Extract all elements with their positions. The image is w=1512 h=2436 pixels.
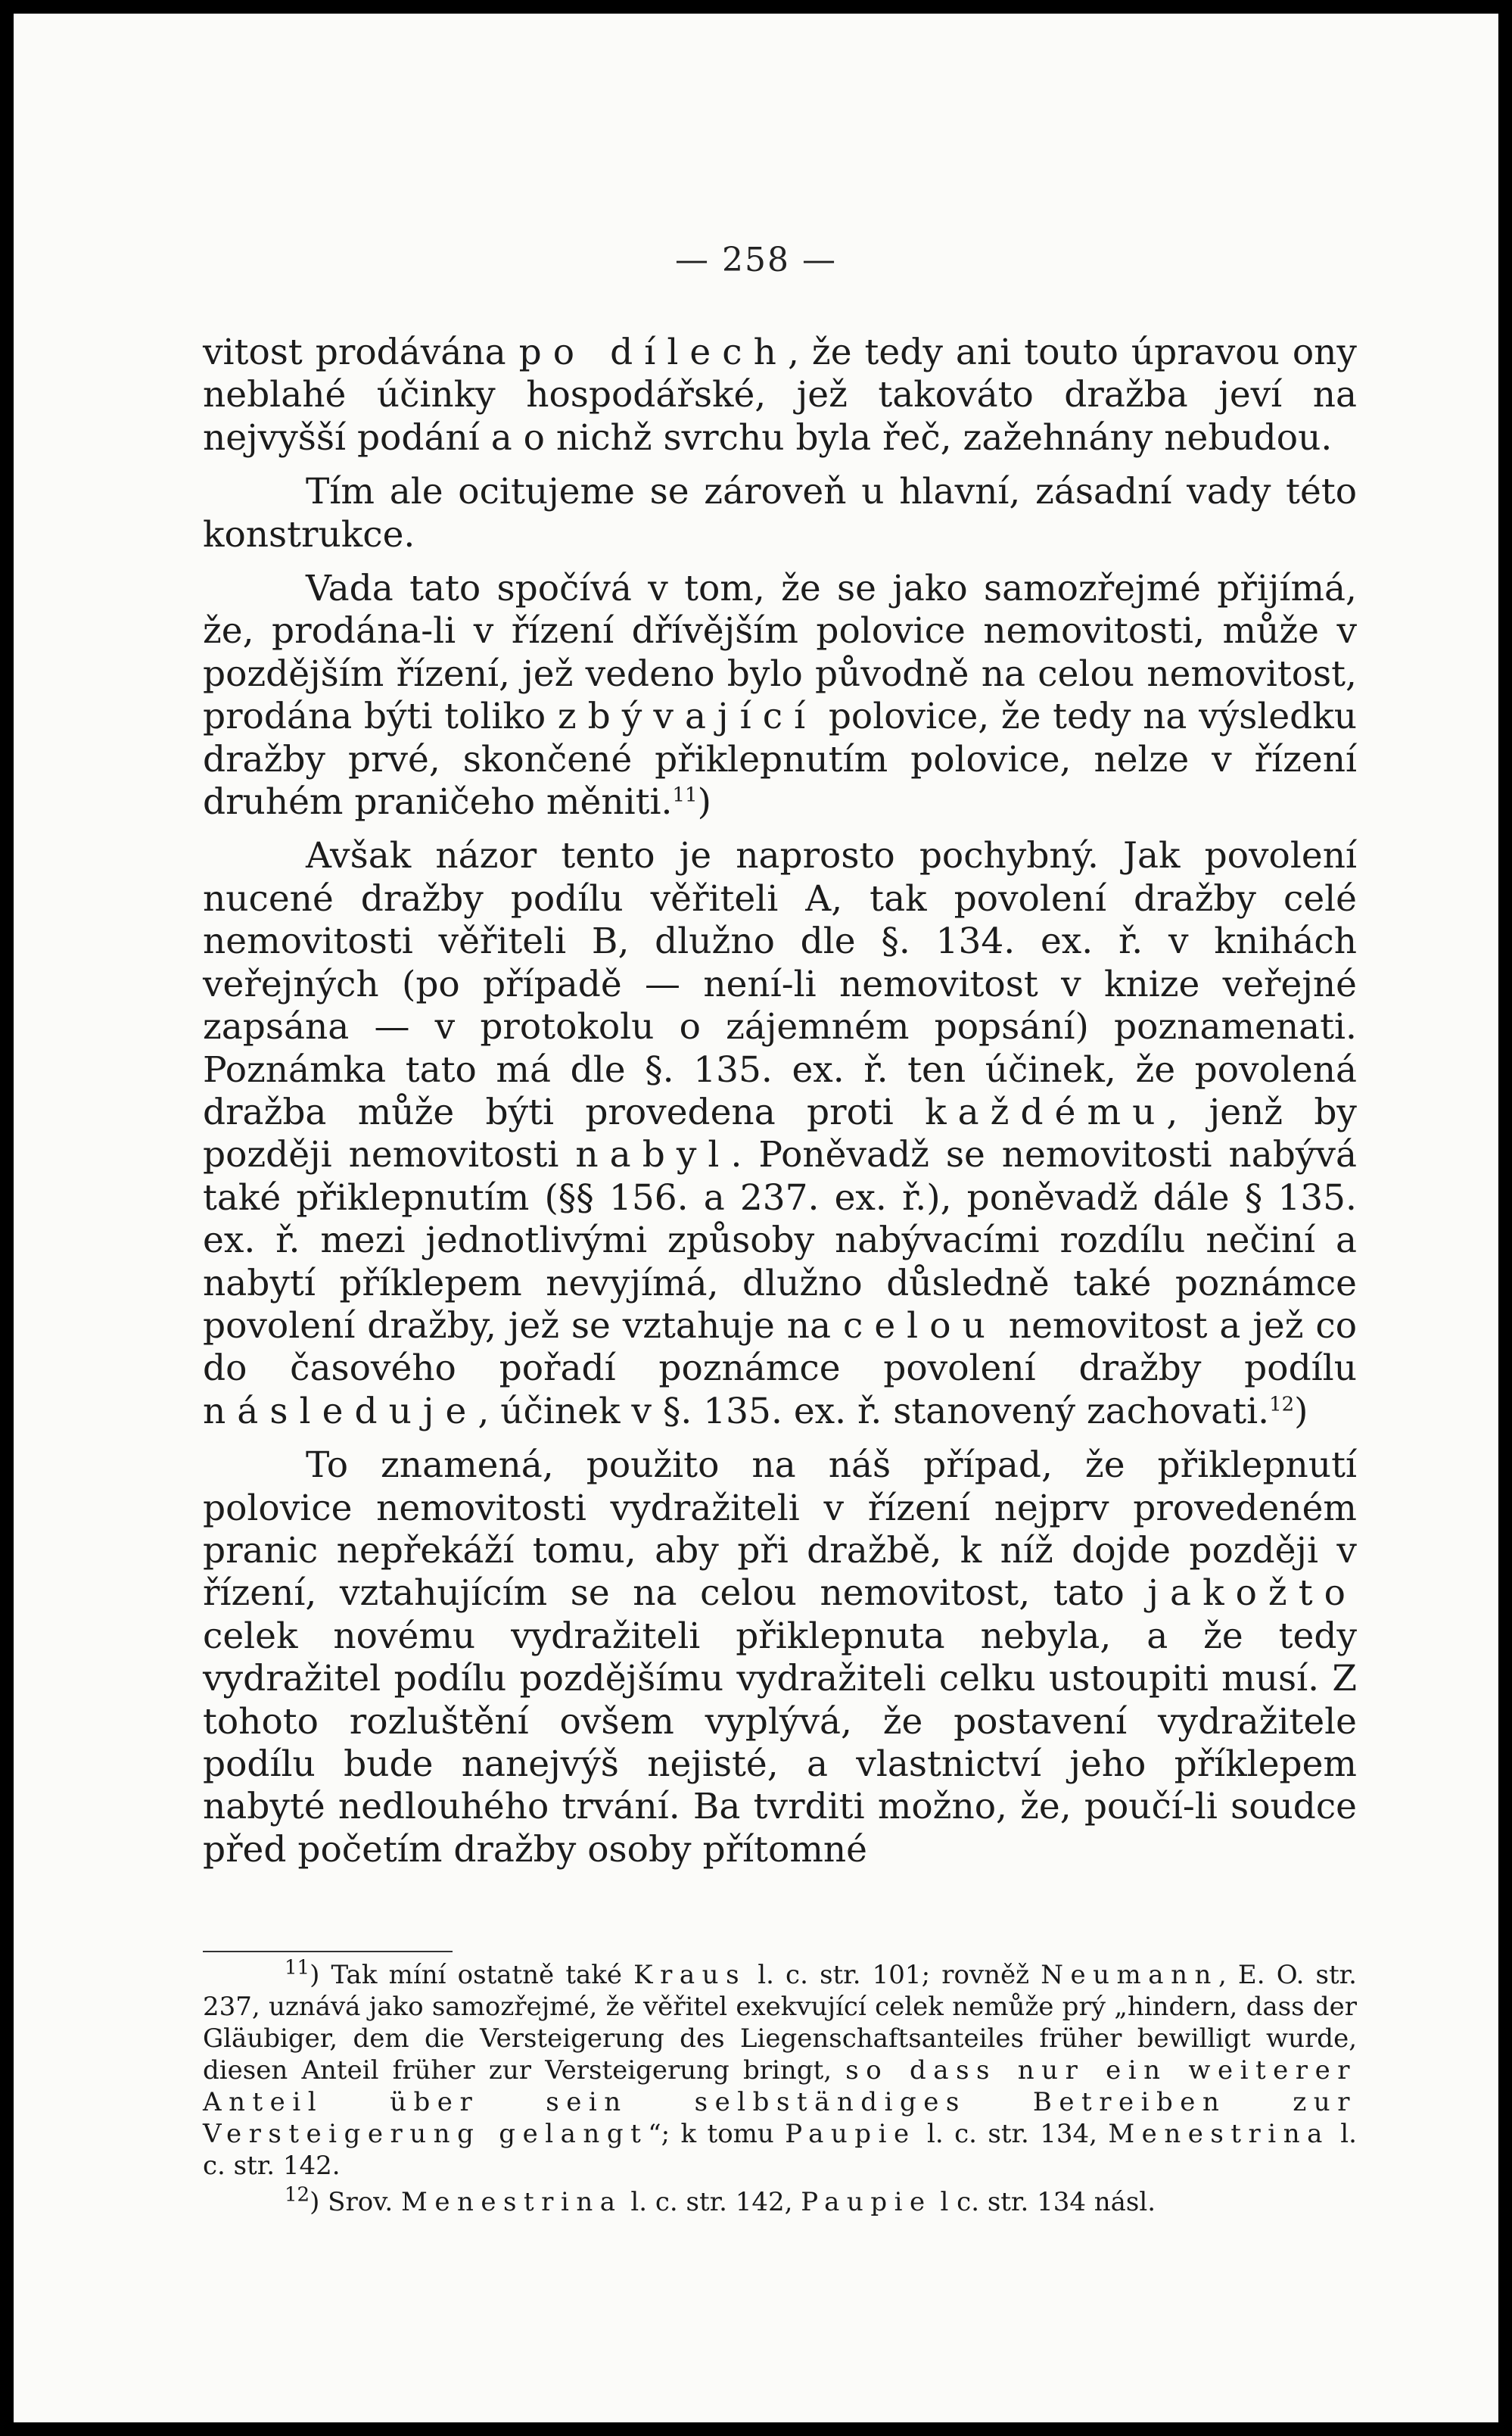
paragraph-2: Tím ale ocitujeme se zároveň u hlavní, zásadní vady této konstrukce. — [203, 471, 1357, 556]
author-name: Paupie — [801, 2187, 932, 2217]
paragraph-1: vitost prodávána po dílech, že tedy ani touto úpravou ony neblahé účinky hospodářské, jež takováto dražba jeví na nejvyšší podání a o nichž svrchu byla řeč, zažehnány nebudou. — [203, 332, 1357, 459]
spaced-emphasis: jakožto — [1147, 1572, 1357, 1615]
footnote-mark: 11 — [285, 1956, 310, 1980]
spaced-emphasis: celou — [842, 1304, 997, 1347]
spaced-quote: so dass nur ein weiterer Anteil über sein selbständiges Betreiben zur Versteigerung gelangt — [203, 2055, 1357, 2149]
paragraph-3: Vada tato spočívá v tom, že se jako samozřejmé přijímá, že, prodána-li v řízení dřívějším polovice nemovitosti, může v pozdějším řízení, jež vedeno bylo původně na celou nemovitost, prodána býti toliko zbývající polovice, že tedy na výsledku dražby prvé, skončené přiklepnutím polovice, nelze v řízení druhém praničeho měniti.$^{11}$) — [203, 568, 1358, 824]
footnote-ref-11: 11 — [672, 783, 698, 807]
author-name: Menestrina — [400, 2187, 623, 2217]
footnote-11: $^{11}$) Tak míní ostatně také Kraus l. c. str. 101; rovněž Neumann, E. O. str. 237, uznává jako samozřejmé, že věřitel exekvující celek nemůže prý „hindern, dass der Gläubiger, dem die Versteigerung des Liegenschaftsanteiles früher bewilligt wurde, diesen Anteil früher zur Versteigerung bringt, so dass nur ein weiterer Anteil über sein selbständiges Betreiben zur Versteigerung gelangt“; k tomu Paupie l. c. str. 134, Menestrina l. c. str. 142. — [203, 1956, 1357, 2181]
page-number: — 258 — — [675, 241, 837, 279]
spaced-emphasis: po dílech — [518, 332, 788, 373]
footnote-mark: 12 — [285, 2183, 310, 2207]
author-name: Neumann — [1041, 1960, 1218, 1990]
paragraph-5: To znamená, použito na náš případ, že přiklepnutí polovice nemovitosti vydražiteli v řízení nejprv provedeném pranic nepřekáží tomu, aby při dražbě, k níž dojde později v řízení, vztahujícím se na celou nemovitost, tato jakožto celek novému vydražiteli přiklepnuta nebyla, a že tedy vydražitel podílu pozdějšímu vydražiteli celku ustoupiti musí. Z tohoto rozluštění ovšem vyplývá, že postavení vydražitele podílu bude nanejvýš nejisté, a vlastnictví jeho příklepem nabyté nedlouhého trvání. Ba tvrditi možno, že, poučí-li soudce před početím dražby osoby přítomné — [203, 1444, 1357, 1871]
footnotes — [203, 1956, 1357, 2223]
footnote-ref-12: 12 — [1269, 1393, 1295, 1416]
footnote-12: $^{12}$) Srov. Menestrina l. c. str. 142, Paupie l c. str. 134 násl. — [285, 2183, 1156, 2217]
author-name: Paupie — [785, 2119, 916, 2149]
footnote-divider — [203, 1951, 453, 1952]
spaced-emphasis: následuje — [203, 1390, 478, 1432]
author-name: Menestrina — [1108, 2119, 1330, 2149]
author-name: Kraus — [633, 1960, 747, 1990]
spaced-emphasis: každému — [925, 1091, 1167, 1133]
spaced-emphasis: nabyl — [575, 1134, 731, 1176]
main-text — [203, 332, 1357, 1883]
spaced-emphasis: zbývající — [557, 696, 817, 738]
book-page — [14, 14, 1498, 2422]
paragraph-4: Avšak názor tento je naprosto pochybný. Jak povolení nucené dražby podílu věřiteli A, tak povolení dražby celé nemovitosti věřiteli B, dlužno dle §. 134. ex. ř. v knihách veřejných (po případě — není-li nemovitost v knize veřejné zapsána — v protokolu o zájemném popsání) poznamenati. Poznámka tato má dle §. 135. ex. ř. ten účinek, že povolená dražba může býti provedena proti každému, jenž by později nemovitosti nabyl. Poněvadž se nemovitosti nabývá také přiklepnutím (§§ 156. a 237. ex. ř.), poněvadž dále § 135. ex. ř. mezi jednotlivými způsoby nabývacími rozdílu nečiní a nabytí příklepem nevyjímá, dlužno důsledně také poznámce povolení dražby, jež se vztahuje na celou nemovitost a jež co do časového pořadí poznámce povolení dražby podílu následuje, účinek v §. 135. ex. ř. stanovený zachovati.$^{12}$) — [203, 835, 1358, 1432]
